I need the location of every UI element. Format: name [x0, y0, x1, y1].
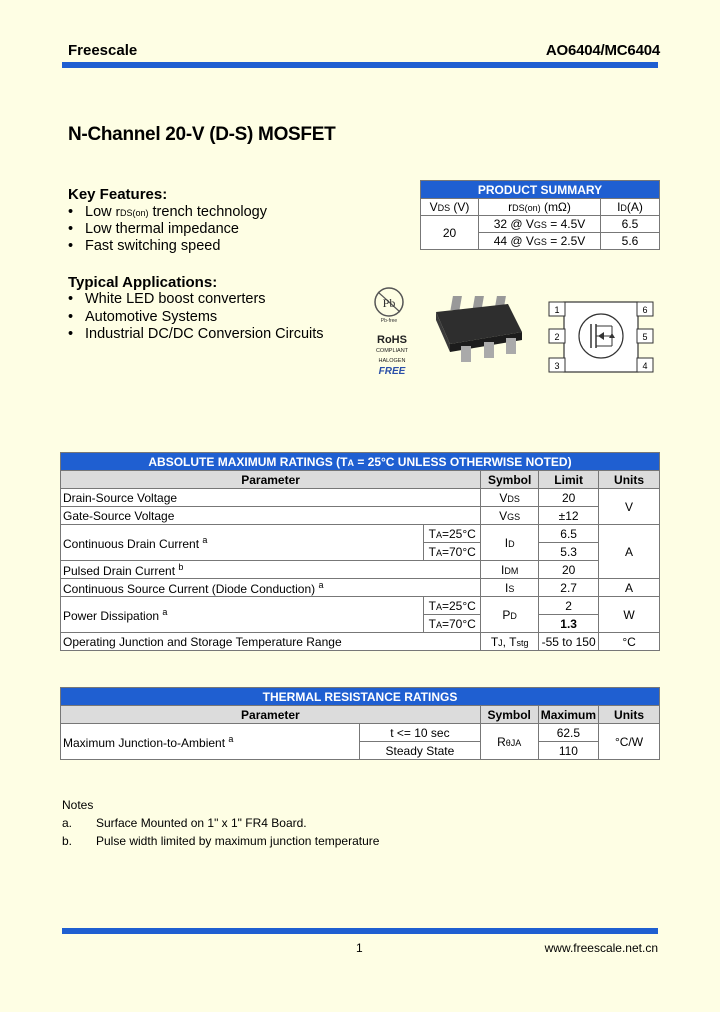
applications-list [68, 291, 324, 344]
table-row: Gate-Source Voltage VGS ±12 [61, 507, 660, 525]
col-symbol: Symbol [480, 706, 538, 724]
list-item: b. Pulse width limited by maximum junction temperature [62, 834, 380, 848]
svg-text:Pb-free: Pb-free [380, 318, 398, 324]
website-link[interactable]: www.freescale.net.cn [544, 941, 658, 955]
col-units: Units [599, 706, 660, 724]
notes-heading: Notes [62, 798, 94, 812]
col-units: Units [599, 471, 660, 489]
vds-value: 20 [421, 216, 479, 250]
svg-text:6: 6 [642, 305, 648, 315]
page-number: 1 [356, 941, 363, 955]
company-name: Freescale [68, 42, 138, 59]
table-row: Steady State 110 [61, 742, 660, 760]
table-row: Operating Junction and Storage Temperature Range TJ, Tstg -55 to 150 °C [61, 633, 660, 651]
thermal-title: THERMAL RESISTANCE RATINGS [61, 688, 660, 706]
list-item: • Automotive Systems [68, 308, 218, 325]
pinout-diagram [546, 296, 656, 378]
svg-text:FREE: FREE [378, 366, 406, 377]
list-item: • Industrial DC/DC Conversion Circuits [68, 326, 324, 342]
abs-max-title: ABSOLUTE MAXIMUM RATINGS (TA = 25°C UNLESS OTHERWISE NOTED) [61, 453, 660, 471]
svg-text:5: 5 [642, 332, 648, 342]
header-divider [62, 62, 658, 68]
list-item: • Fast switching speed [68, 238, 221, 254]
col-maximum: Maximum [538, 706, 598, 724]
table-row: Maximum Junction-to-Ambient $^a$ t <= 10 sec RθJA 62.5 °C/W [61, 724, 660, 742]
table-row: Continuous Drain Current $^a$ TA=25°C ID 6.5 A [61, 525, 660, 543]
thermal-resistance-table [60, 687, 660, 760]
list-item: • Low rDS(on) trench technology [68, 204, 267, 220]
table-row: TA=70°C 5.3 [61, 543, 660, 561]
product-summary-table [420, 180, 660, 250]
col-id: ID(A) [601, 199, 660, 216]
svg-text:RoHS: RoHS [377, 334, 407, 346]
applications-heading: Typical Applications: [68, 274, 218, 291]
svg-text:HALOGEN: HALOGEN [378, 358, 406, 364]
key-features-heading: Key Features: [68, 186, 168, 203]
col-parameter: Parameter [61, 471, 481, 489]
col-rds: rDS(on) (mΩ) [479, 199, 601, 216]
table-row: Continuous Source Current (Diode Conduction) $^a$ IS 2.7 A [61, 579, 660, 597]
part-number: AO6404/MC6404 [545, 42, 660, 59]
table-row: Power Dissipation $^a$ TA=25°C PD 2 W [61, 597, 660, 615]
absolute-maximum-ratings-table [60, 452, 660, 651]
page-title: N-Channel 20-V (D-S) MOSFET [68, 124, 336, 145]
list-item: • White LED boost converters [68, 291, 266, 307]
svg-text:1: 1 [554, 305, 560, 315]
list-item: • Low thermal impedance [68, 220, 239, 237]
table-row: 44 @ VGS = 2.5V 5.6 [421, 233, 660, 250]
table-row: 20 32 @ VGS = 4.5V 6.5 [421, 216, 660, 233]
table-row: Drain-Source Voltage VDS 20 V [61, 489, 660, 507]
product-summary-title: PRODUCT SUMMARY [421, 181, 660, 199]
sot23-6-package-icon [428, 290, 528, 376]
svg-text:2: 2 [554, 332, 560, 342]
col-symbol: Symbol [481, 471, 539, 489]
rohs-badge [360, 284, 418, 380]
col-vds: VDS (V) [421, 199, 479, 216]
col-parameter: Parameter [61, 706, 481, 724]
svg-text:COMPLIANT: COMPLIANT [375, 348, 409, 354]
table-row: TA=70°C 1.3 [61, 615, 660, 633]
svg-text:4: 4 [642, 361, 648, 371]
col-limit: Limit [539, 471, 599, 489]
footer-divider [62, 928, 658, 934]
svg-text:Pb: Pb [382, 296, 396, 310]
svg-text:3: 3 [554, 361, 560, 371]
key-features-list [68, 203, 267, 256]
list-item: a. Surface Mounted on 1" x 1" FR4 Board. [62, 816, 307, 830]
table-row: Pulsed Drain Current $^b$ IDM 20 [61, 561, 660, 579]
